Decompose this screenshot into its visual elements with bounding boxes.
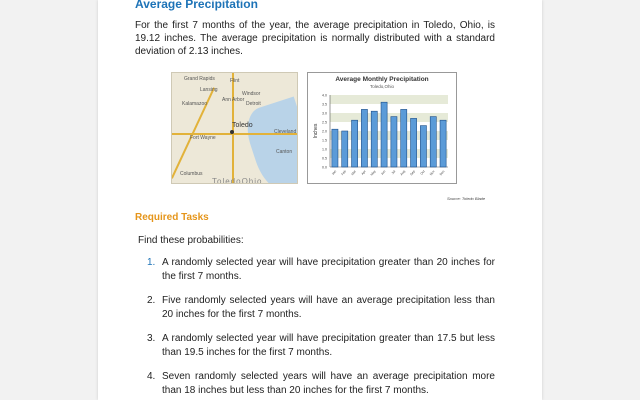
map-town-label: Detroit — [246, 101, 261, 107]
x-tick-label: Mar — [350, 169, 357, 177]
bar-may — [371, 111, 377, 167]
bar-dec — [440, 120, 446, 167]
task-number: 2. — [147, 295, 156, 306]
bar-oct — [420, 126, 426, 167]
x-tick-label: Nov — [428, 169, 436, 177]
x-tick-label: Jan — [330, 169, 338, 176]
bar-jan — [332, 129, 338, 167]
task-text: A randomly selected year will have precipitation greater than 20 inches for the first 7 months. — [162, 257, 495, 282]
source-name: Toledo Blade — [461, 196, 486, 201]
map-town-label: Windsor — [242, 91, 261, 97]
map-town-label: Canton — [276, 149, 293, 155]
bar-sep — [411, 118, 417, 167]
x-tick-label: Aug — [399, 169, 407, 177]
toledo-map-image — [171, 72, 298, 184]
bar-nov — [430, 117, 436, 167]
find-probabilities-text: Find these probabilities: — [138, 235, 244, 246]
map-town-label: Columbus — [180, 171, 203, 177]
chart-subtitle: Toledo,Ohio — [369, 84, 395, 89]
bar-aug — [401, 109, 407, 167]
task-text: A randomly selected year will have precipitation greater than 17.5 but less than 19.5 inches for the first 7 months. — [162, 333, 495, 358]
x-tick-label: Apr — [360, 169, 367, 176]
y-axis-label: Inches — [313, 123, 319, 139]
intro-paragraph: For the first 7 months of the year, the average precipitation in Toledo, Ohio, is 19.12 inches. The average precipitation is normally distributed with a standard deviation of 2.13 inches. — [135, 20, 495, 57]
bar-mar — [352, 120, 358, 167]
x-tick-label: Feb — [340, 169, 348, 177]
y-tick-label: 3.0 — [322, 111, 327, 116]
y-tick-label: 4.0 — [322, 93, 327, 98]
y-tick-label: 1.0 — [322, 147, 327, 152]
map-town-label: Cleveland — [274, 129, 297, 135]
document-page — [98, 0, 542, 400]
map-town-label: Grand Rapids — [184, 76, 215, 82]
chart-grid-band — [330, 95, 448, 104]
map-town-label: Kalamazoo — [182, 101, 208, 107]
map-town-label: Ann Arbor — [222, 97, 245, 103]
bar-feb — [342, 131, 348, 167]
section-title: Average Precipitation — [135, 0, 258, 11]
task-text: Five randomly selected years will have an average precipitation less than 20 inches for the first 7 months. — [162, 295, 495, 320]
y-tick-label: 1.5 — [322, 138, 327, 143]
task-number: 1. — [147, 257, 156, 268]
x-tick-label: Dec — [438, 169, 446, 177]
precipitation-chart — [307, 72, 457, 184]
source-label: Source: — [447, 196, 461, 201]
toledo-marker-icon — [230, 130, 234, 134]
y-tick-label: 3.5 — [322, 102, 327, 107]
map-city-toledo: Toledo — [232, 122, 253, 129]
bar-jun — [381, 102, 387, 167]
x-tick-label: Jun — [380, 169, 387, 176]
y-tick-label: 0.5 — [322, 156, 327, 161]
x-tick-label: May — [369, 169, 377, 177]
tasks-heading: Required Tasks — [135, 212, 209, 223]
y-tick-label: 2.5 — [322, 120, 327, 125]
source-credit — [447, 196, 485, 201]
bar-jul — [391, 117, 397, 167]
map-town-label: Flint — [230, 78, 240, 84]
x-tick-label: Oct — [419, 169, 426, 176]
x-tick-label: Sep — [409, 169, 416, 177]
map-town-label: Lansing — [200, 87, 218, 93]
task-number: 3. — [147, 333, 156, 344]
x-tick-label: Jul — [390, 169, 397, 176]
y-tick-label: 2.0 — [322, 129, 327, 134]
map-town-label: Fort Wayne — [190, 135, 216, 141]
chart-svg — [308, 73, 456, 183]
map-bottom-label: ToledoOhio — [212, 177, 263, 184]
y-tick-label: 0.0 — [322, 165, 327, 170]
task-number: 4. — [147, 371, 156, 382]
lake-erie-shape — [240, 97, 298, 184]
chart-title: Average Monthly Precipitation — [335, 76, 429, 83]
bar-apr — [361, 109, 367, 167]
task-text: Seven randomly selected years will have an average precipitation more than 18 inches but less than 20 inches for the first 7 months. — [162, 371, 495, 396]
